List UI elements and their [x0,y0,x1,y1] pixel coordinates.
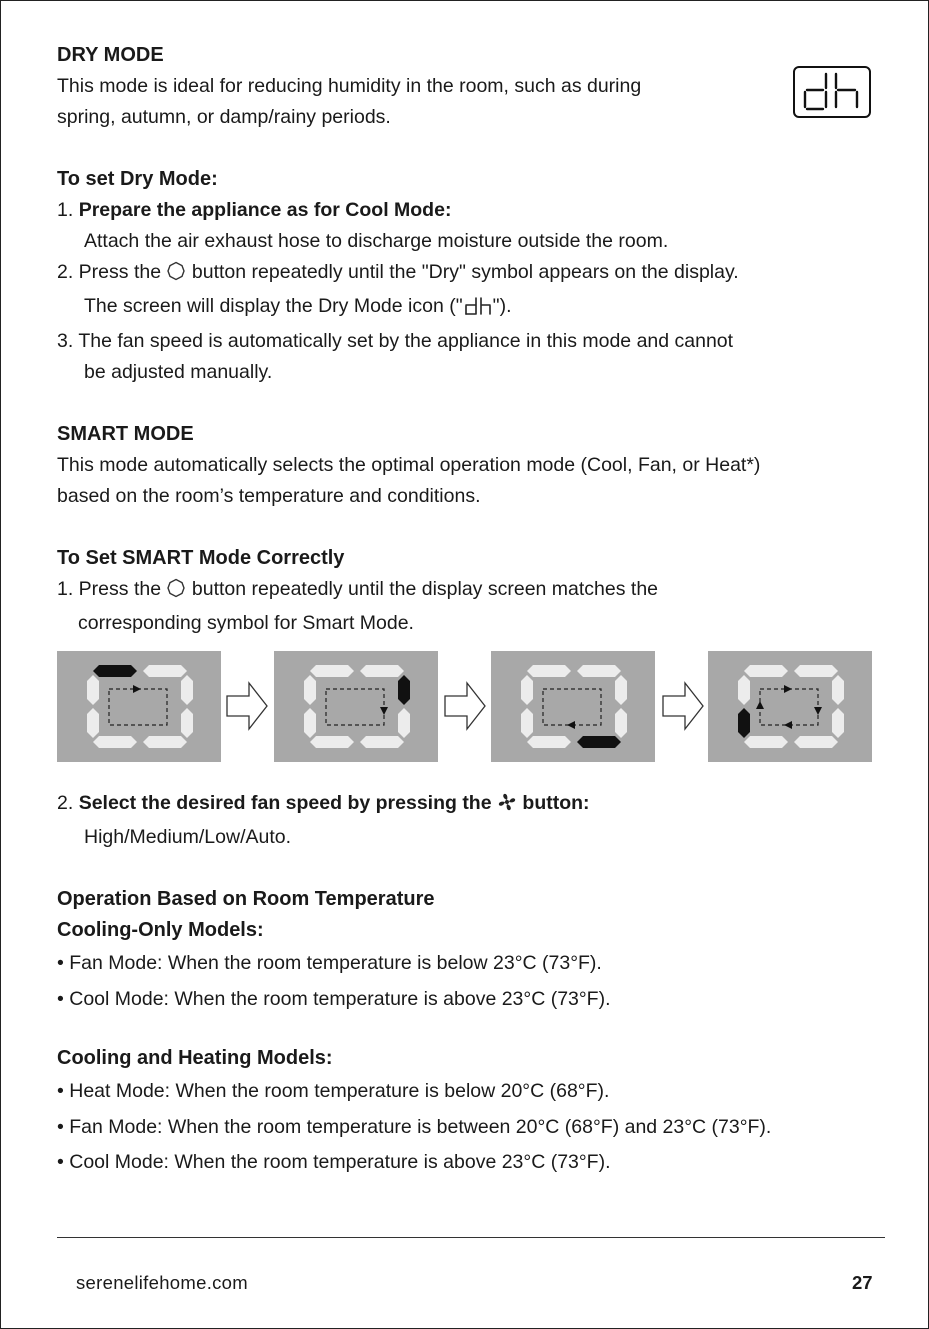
smart-display-panel-4 [708,651,872,762]
segment-r2 [181,708,193,738]
cycle-arrow-icon [133,685,141,693]
list-item: • Cool Mode: When the room temperature is above 23°C (73°F). [57,987,611,1010]
segment-bot2 [577,736,621,748]
segment-r2 [832,708,844,738]
dashed-loop [326,689,384,725]
dry-step3-line1: 3. The fan speed is automatically set by the appliance in this mode and cannot [57,330,734,352]
segment-bot2 [143,736,187,748]
next-arrow-icon [661,681,705,731]
list-item: • Fan Mode: When the room temperature is below 23°C (73°F). [57,952,602,974]
footer-divider [57,1237,885,1238]
segment-l1 [87,675,99,705]
smart-step1 [57,574,887,608]
smart-display-panel-1 [57,651,221,762]
cooling-only-title: Cooling-Only Models: [57,919,264,941]
cycle-arrow-icon [814,707,822,715]
segment-l1 [521,675,533,705]
smart-step2-bold-pre: Select the desired fan speed by pressing the [78,792,492,814]
segment-bot1 [527,736,571,748]
dry-step2-detail-post: "). [492,295,512,317]
dashed-loop [543,689,601,725]
cycle-arrow-icon [784,685,792,693]
segment-r1 [832,675,844,705]
dry-step1-num: 1. [57,199,74,221]
mode-button-icon [166,577,186,608]
next-arrow-icon [443,681,487,731]
cooling-heating-title: Cooling and Heating Models: [57,1047,333,1069]
smart-step2-bold-post: button: [522,792,590,814]
list-item: • Fan Mode: When the room temperature is between 20°C (68°F) and 23°C (73°F). [57,1115,772,1138]
cycle-arrow-icon [784,721,792,729]
dry-mode-intro-line1: This mode is ideal for reducing humidity in the room, such as during [57,75,642,97]
segment-top2 [794,665,838,677]
dry-step2-detail-pre: The screen will display the Dry Mode icon (" [84,295,463,317]
segment-r1 [615,675,627,705]
dry-mode-title: DRY MODE [57,44,164,66]
dry-step1 [57,195,887,226]
dry-step2-pre: 2. Press the [57,261,162,283]
page-content [57,40,887,639]
dry-mode-intro-line2: spring, autumn, or damp/rainy periods. [57,106,391,128]
segment-l1 [304,675,316,705]
segment-top1 [93,665,137,677]
segment-l1 [738,675,750,705]
list-item: • Cool Mode: When the room temperature is above 23°C (73°F). [57,1151,611,1173]
smart-display-panel-3 [491,651,655,762]
segment-bot2 [794,736,838,748]
operation-title: Operation Based on Room Temperature [57,888,435,910]
segment-top1 [527,665,571,677]
page-number: 27 [852,1272,873,1293]
segment-bot1 [744,736,788,748]
segment-l2 [738,708,750,738]
dry-step3-line2: be adjusted manually. [84,361,273,383]
segment-l2 [87,708,99,738]
segment-r2 [398,708,410,738]
page-content-lower [57,788,887,1181]
dry-step1-detail: Attach the air exhaust hose to discharge moisture outside the room. [84,230,669,252]
segment-r1 [398,675,410,705]
segment-l2 [521,708,533,738]
segment-bot1 [310,736,354,748]
segment-r2 [615,708,627,738]
smart-mode-title: SMART MODE [57,423,194,445]
smart-mode-intro-line1: This mode automatically selects the optimal operation mode (Cool, Fan, or Heat*) [57,454,761,476]
dh-inline-icon [463,295,493,326]
dry-mode-set-heading: To set Dry Mode: [57,168,218,190]
fan-icon [497,791,517,822]
dry-step1-bold: Prepare the appliance as for Cool Mode: [78,199,452,221]
segment-l2 [304,708,316,738]
dry-step2-post: button repeatedly until the "Dry" symbol appears on the display. [191,261,739,283]
smart-step2 [57,788,887,822]
smart-step1-post: button repeatedly until the display screen matches the [191,578,659,600]
dry-step2 [57,257,887,291]
dry-step2-detail [57,291,887,326]
cycle-arrow-icon [567,721,575,729]
next-arrow-icon [225,681,269,731]
segment-top1 [310,665,354,677]
dashed-loop [109,689,167,725]
footer-site: serenelifehome.com [76,1272,248,1293]
smart-mode-sequence [57,651,872,762]
segment-top2 [360,665,404,677]
cycle-arrow-icon [756,701,764,709]
segment-bot1 [93,736,137,748]
smart-display-panel-2 [274,651,438,762]
smart-step1-pre: 1. Press the [57,578,162,600]
segment-top2 [143,665,187,677]
list-item: • Heat Mode: When the room temperature is below 20°C (68°F). [57,1080,610,1102]
smart-step1-line2: corresponding symbol for Smart Mode. [78,612,414,634]
smart-step2-num: 2. [57,792,74,814]
cycle-arrow-icon [380,707,388,715]
smart-mode-intro-line2: based on the room’s temperature and conditions. [57,485,481,507]
smart-step2-detail: High/Medium/Low/Auto. [84,826,292,848]
segment-bot2 [360,736,404,748]
segment-top2 [577,665,621,677]
mode-button-icon [166,260,186,291]
segment-r1 [181,675,193,705]
smart-mode-set-heading: To Set SMART Mode Correctly [57,547,345,569]
segment-top1 [744,665,788,677]
dashed-loop [760,689,818,725]
